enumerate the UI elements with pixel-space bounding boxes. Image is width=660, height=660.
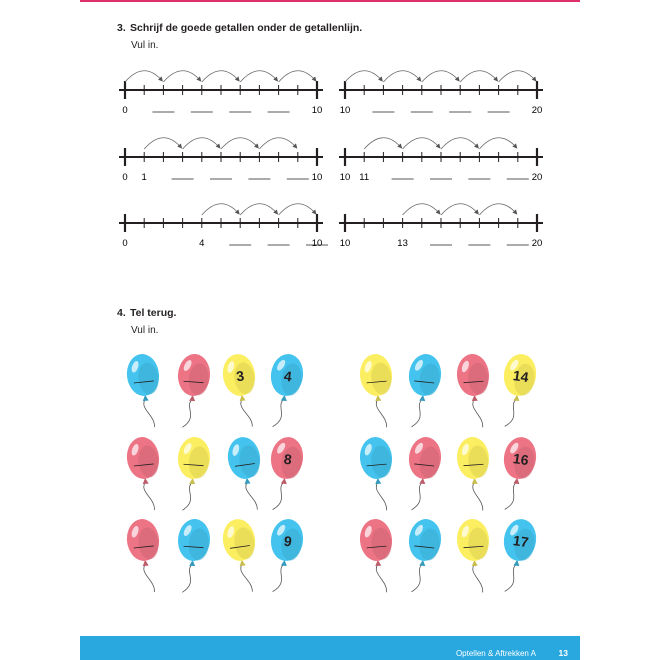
exercise-4-number: 4. xyxy=(117,307,126,319)
balloon-string xyxy=(505,481,517,511)
end-label: 10 xyxy=(311,105,323,116)
balloon-number: 14 xyxy=(512,367,530,386)
balloon-string xyxy=(412,563,423,593)
balloon xyxy=(174,436,211,512)
balloon xyxy=(404,517,444,594)
given-label: 13 xyxy=(397,238,408,249)
footer-book-title: Optellen & Aftrekken A xyxy=(455,649,536,658)
balloon xyxy=(225,435,267,513)
balloon-string xyxy=(240,563,252,593)
given-label: 1 xyxy=(141,172,147,183)
start-label: 0 xyxy=(122,172,128,183)
balloon xyxy=(456,353,493,429)
exercise-4-instruction: Vul in. xyxy=(131,325,159,336)
balloon xyxy=(265,352,306,429)
exercise-4-title: Tel terug. xyxy=(130,307,177,319)
worksheet-page xyxy=(80,0,580,660)
balloon-number: 17 xyxy=(512,532,530,551)
end-label: 20 xyxy=(531,238,543,249)
start-label: 10 xyxy=(339,238,351,249)
balloon-string xyxy=(245,481,257,511)
end-label: 10 xyxy=(311,238,323,249)
balloon-number: 9 xyxy=(283,532,293,550)
balloon xyxy=(404,352,444,429)
balloon xyxy=(174,353,211,429)
balloon xyxy=(497,352,539,430)
balloon xyxy=(174,518,211,594)
given-label: 4 xyxy=(199,238,205,249)
balloon-string xyxy=(240,398,252,428)
balloon xyxy=(497,517,539,595)
balloon xyxy=(265,517,306,594)
balloon xyxy=(358,436,396,513)
balloon-string xyxy=(472,399,482,429)
footer-page-number: 13 xyxy=(558,648,568,658)
balloon-string xyxy=(182,481,192,510)
balloon-string xyxy=(505,563,517,593)
start-label: 0 xyxy=(122,105,128,116)
balloon-string xyxy=(273,563,284,593)
balloon xyxy=(404,435,444,512)
balloon-string xyxy=(376,398,387,428)
balloon xyxy=(456,518,493,594)
balloon-string xyxy=(273,398,284,428)
balloon-string xyxy=(143,481,154,511)
exercise-3-title: Schrijf de goede getallen onder de getallenlijn. xyxy=(130,22,363,34)
balloon-string xyxy=(412,481,423,511)
balloon xyxy=(456,436,493,512)
given-label: 11 xyxy=(359,172,370,183)
balloons-area xyxy=(80,0,580,640)
balloon xyxy=(358,353,396,430)
balloon xyxy=(220,352,262,430)
balloon xyxy=(220,517,262,595)
balloon-number: 8 xyxy=(283,450,293,468)
balloon-number: 16 xyxy=(512,450,530,469)
balloon xyxy=(265,435,306,512)
balloon-string xyxy=(376,563,387,593)
end-label: 20 xyxy=(531,105,543,116)
balloon-string xyxy=(472,482,482,512)
balloon xyxy=(497,435,539,513)
balloon-string xyxy=(376,481,387,511)
start-label: 10 xyxy=(339,105,351,116)
balloon-string xyxy=(505,398,517,428)
balloon-number: 4 xyxy=(283,367,293,385)
balloon xyxy=(125,352,165,429)
balloon-number: 3 xyxy=(235,367,246,385)
start-label: 0 xyxy=(122,238,128,249)
exercise-3-instruction: Vul in. xyxy=(131,40,159,51)
balloon xyxy=(125,435,165,512)
balloon-string xyxy=(412,398,423,428)
exercise-3-number: 3. xyxy=(117,22,126,34)
balloon-string xyxy=(143,563,154,593)
start-label: 10 xyxy=(339,172,351,183)
balloon-string xyxy=(182,563,192,592)
balloon-string xyxy=(273,481,284,511)
balloon-string xyxy=(472,564,482,594)
end-label: 20 xyxy=(531,172,543,183)
balloon-string xyxy=(182,398,192,427)
balloon-string xyxy=(143,398,154,428)
end-label: 10 xyxy=(311,172,323,183)
balloon xyxy=(125,517,165,594)
balloon xyxy=(358,518,396,595)
